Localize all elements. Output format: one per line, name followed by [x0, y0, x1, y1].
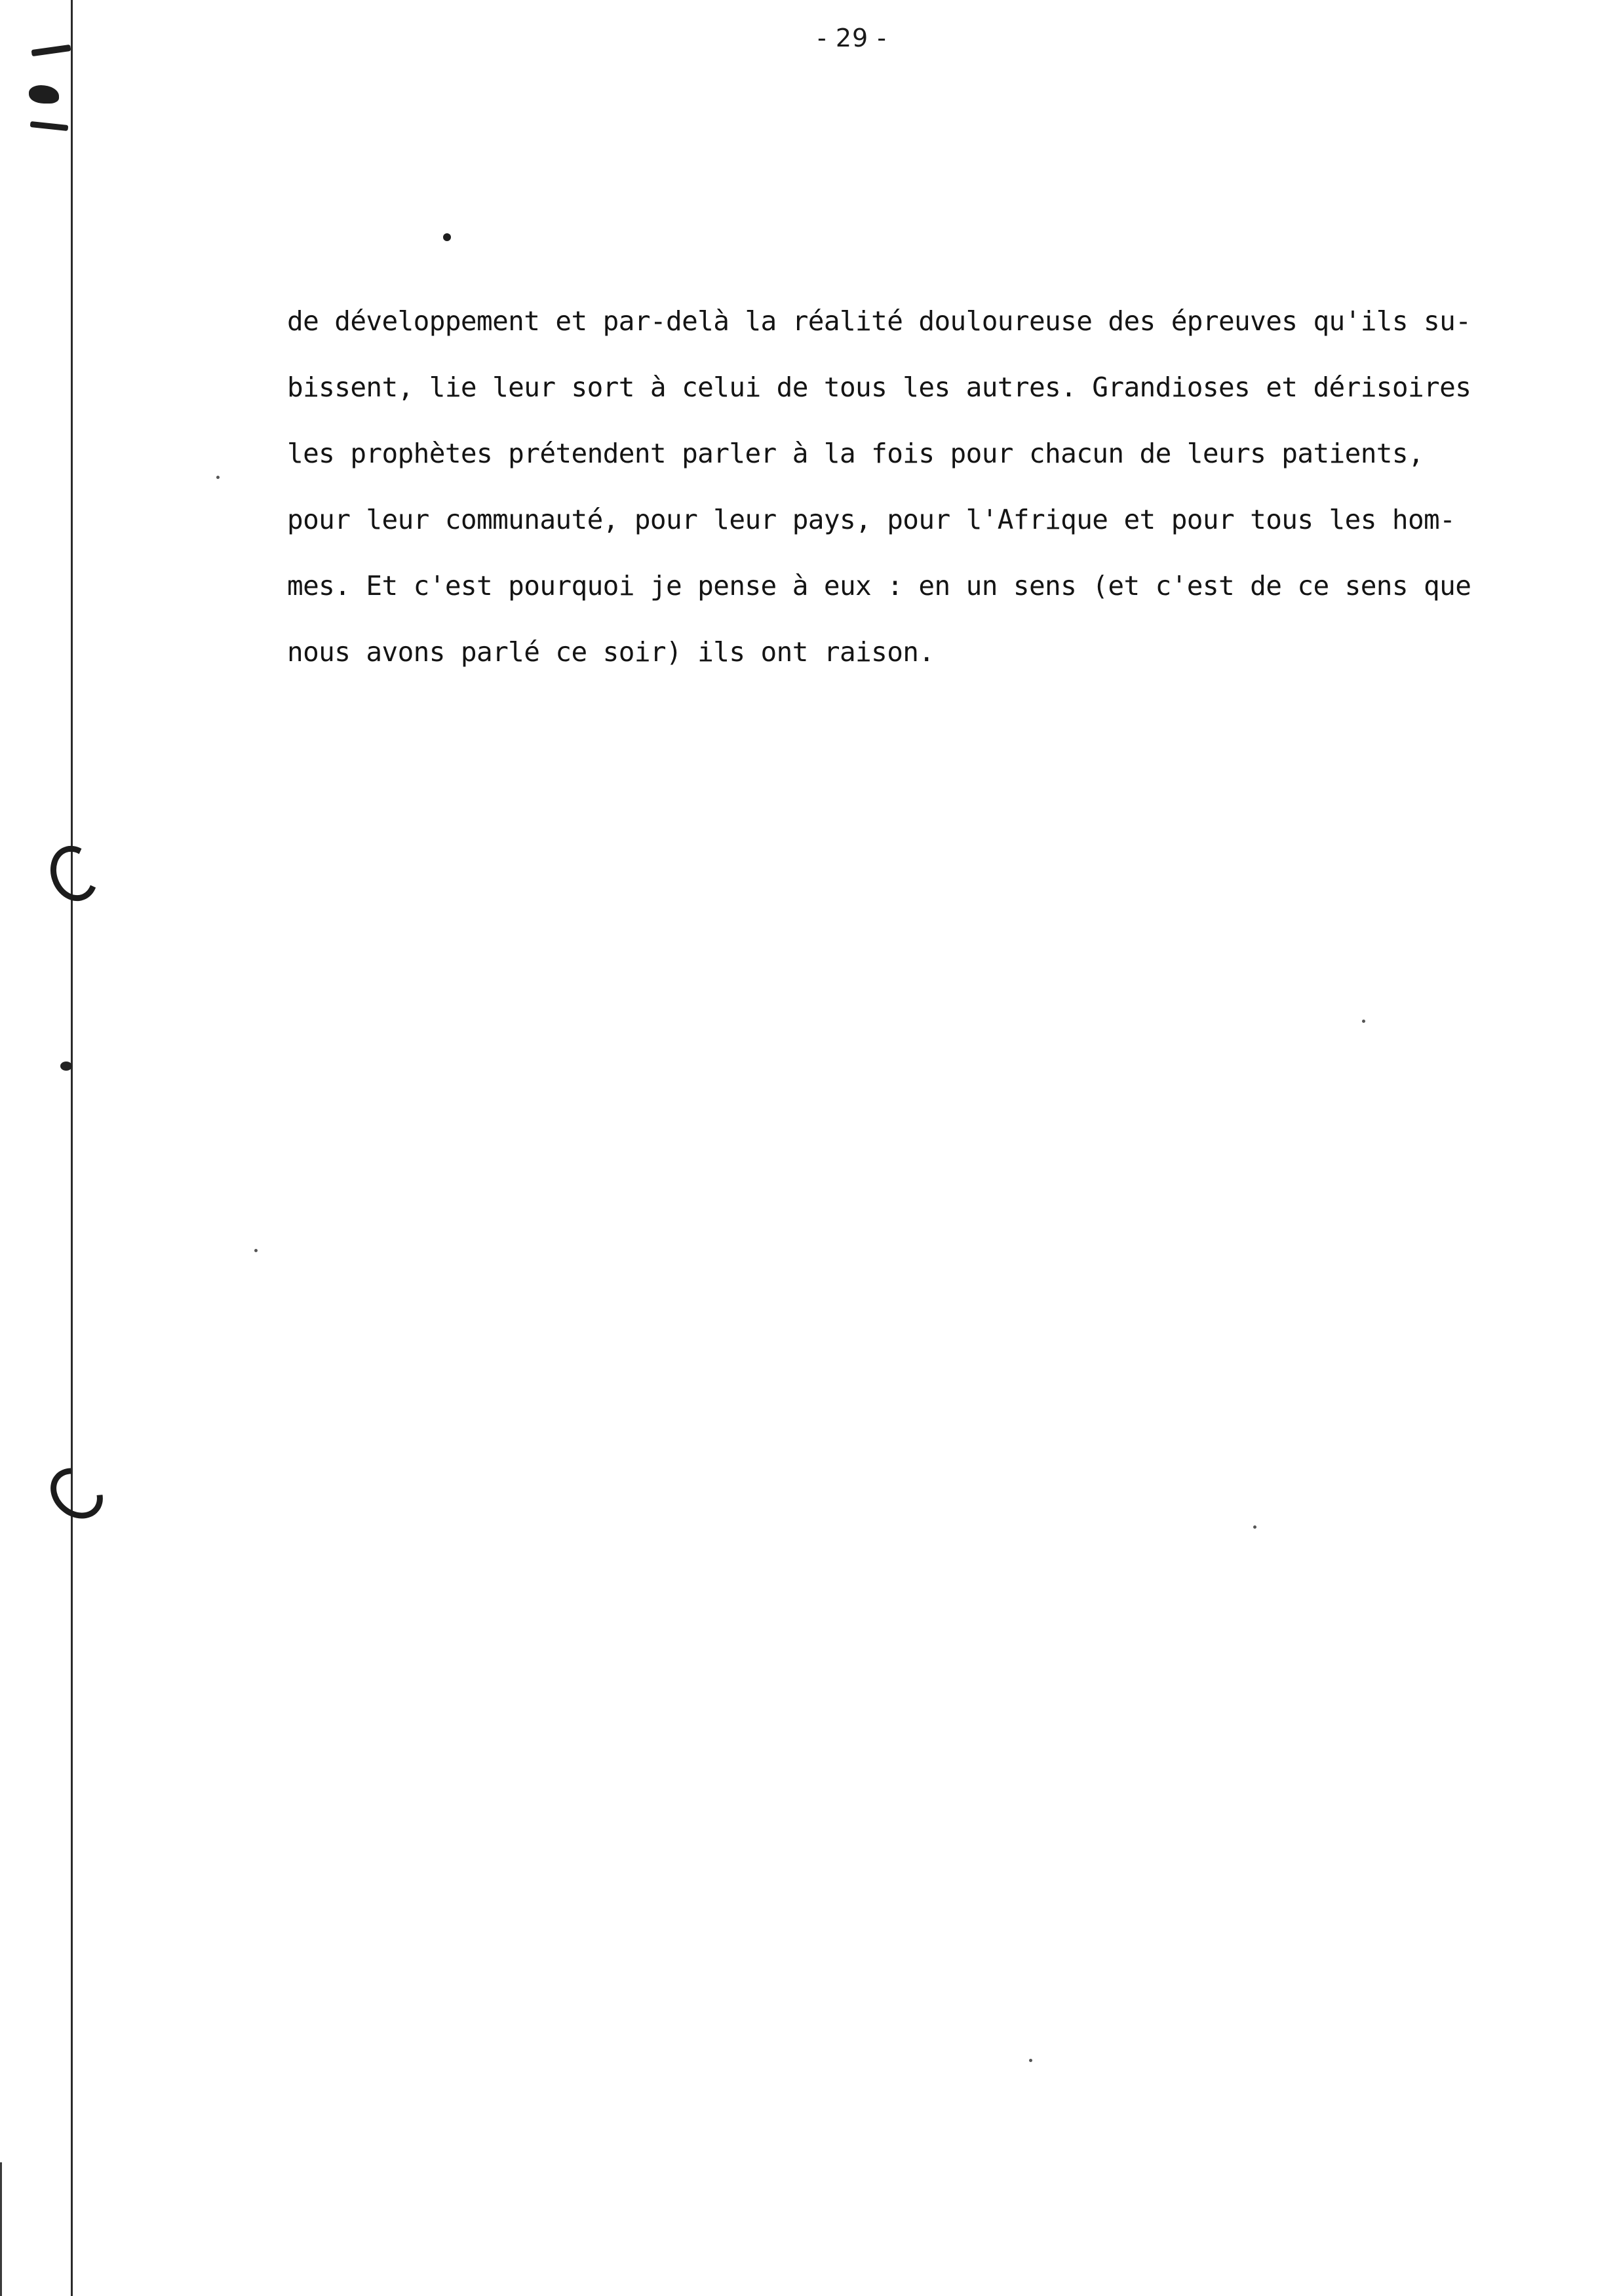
sheet-edge-line [0, 2162, 2, 2296]
page-number: - 29 - [817, 24, 887, 52]
corner-ink-mark [30, 121, 69, 131]
binding-margin-line [71, 0, 73, 2296]
margin-ink-mark [60, 1062, 72, 1071]
scan-speck [254, 1249, 258, 1252]
stray-dot [443, 233, 451, 241]
corner-ink-mark [29, 85, 59, 104]
text-line: bissent, lie leur sort à celui de tous les autres. Grandioses et dérisoires [287, 372, 1471, 403]
text-line: pour leur communauté, pour leur pays, pour l'Afrique et pour tous les hom- [287, 504, 1456, 535]
body-paragraph [287, 288, 1519, 685]
scan-speck [216, 476, 220, 479]
punch-hole-icon [43, 839, 105, 908]
corner-ink-mark [31, 45, 71, 56]
text-line: mes. Et c'est pourquoi je pense à eux : en un sens (et c'est de ce sens que [287, 570, 1471, 602]
scan-speck [1362, 1020, 1365, 1023]
text-line: de développement et par-delà la réalité douloureuse des épreuves qu'ils su- [287, 305, 1471, 337]
text-line: nous avons parlé ce soir) ils ont raison. [287, 636, 935, 668]
punch-hole-icon [41, 1458, 113, 1529]
scan-speck [1029, 2059, 1032, 2062]
scan-speck [1253, 1525, 1256, 1529]
text-line: les prophètes prétendent parler à la fois pour chacun de leurs patients, [287, 438, 1424, 469]
